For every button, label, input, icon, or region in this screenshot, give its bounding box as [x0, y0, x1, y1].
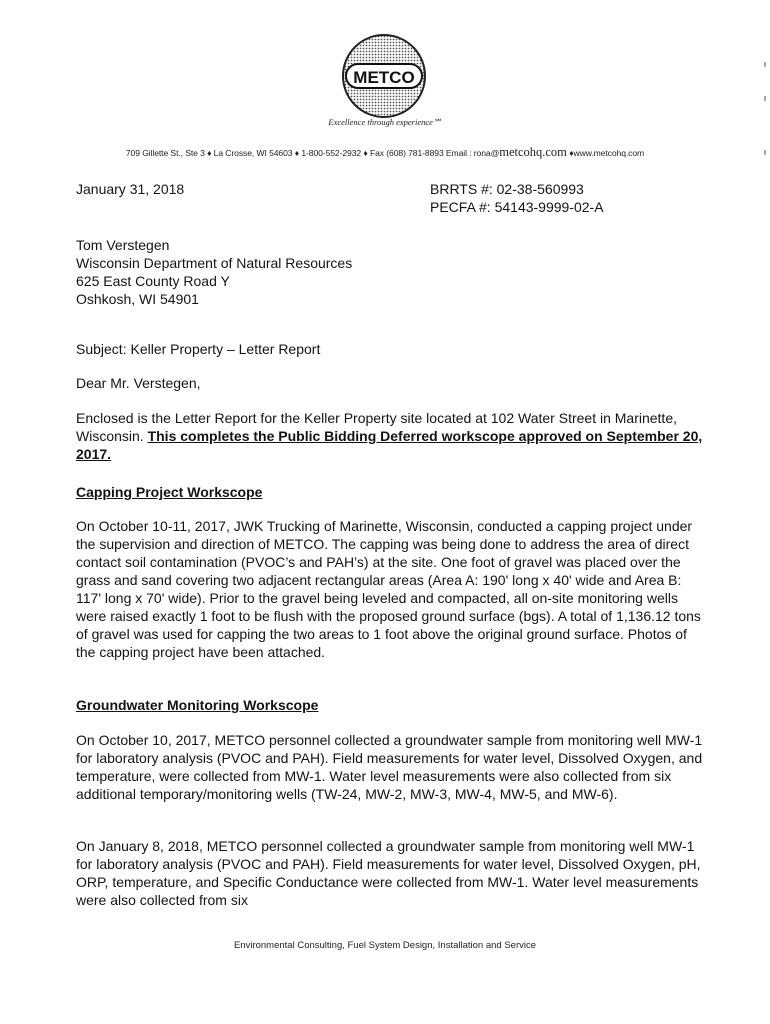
- groundwater-paragraph-1: On October 10, 2017, METCO personnel collected a groundwater sample from monitoring well MW-1 for laboratory analysis (PVOC and PAH). Field measurements for water level, Dissolved Oxygen, and temperature, were collected from MW-1. Water level measurements were also collected from six additional temporary/monitoring wells (TW-24, MW-2, MW-3, MW-4, MW-5, and MW-6).: [76, 732, 703, 802]
- intro-text: Enclosed is the Letter Report for the Keller Property site located at 102 Water Street in Marinette, Wisconsin.: [76, 410, 678, 444]
- recipient-block: [76, 236, 706, 308]
- subject-line: Subject: Keller Property – Letter Report: [76, 341, 321, 357]
- email-user: rona@: [473, 148, 500, 158]
- groundwater-paragraph-2: On January 8, 2018, METCO personnel collected a groundwater sample from monitoring well MW-1 for laboratory analysis (PVOC and PAH). Field measurements for water level, Dissolved Oxygen, pH, ORP, temperature, and Specific Conductance were collected from MW-1. Water level measurements were also collected from six: [76, 838, 701, 908]
- capping-paragraph: On October 10-11, 2017, JWK Trucking of Marinette, Wisconsin, conducted a capping project under the supervision and direction of METCO. The capping was being done to address the area of direct contact soil contamination (PVOC’s and PAH’s) at the site. One foot of gravel was placed over the grass and sand covering two adjacent rectangular areas (Area A: 190' long x 40' wide and Area B: 117' long x 70' wide). Prior to the gravel being leveled and compacted, all on-site monitoring wells were raised exactly 1 foot to be flush with the proposed ground surface (bgs). A total of 1,136.12 tons of gravel was used for capping the two areas to 1 foot above the original ground surface. Photos of the capping project have been attached.: [76, 518, 701, 660]
- salutation: Dear Mr. Verstegen,: [76, 375, 201, 391]
- reference-numbers: [430, 180, 604, 216]
- website-text: ♦www.metcohq.com: [566, 148, 645, 158]
- email-domain: metcohq.com: [499, 145, 567, 159]
- intro-bold-text: This completes the Public Bidding Deferred workscope approved on September 20, 2017.: [76, 428, 703, 462]
- recipient-name: Tom Verstegen: [76, 237, 170, 253]
- brrts-number: BRRTS #: 02-38-560993: [430, 181, 584, 197]
- recipient-org: Wisconsin Department of Natural Resources: [76, 255, 353, 271]
- address-text: 709 Gillette St., Ste 3 ♦ La Crosse, WI 54603 ♦ 1-800-552-2932 ♦ Fax (608) 781-8893 Email :: [125, 148, 474, 158]
- edge-mark: [764, 96, 766, 101]
- recipient-street: 625 East County Road Y: [76, 273, 230, 289]
- groundwater-heading: Groundwater Monitoring Workscope: [76, 697, 319, 713]
- logo-text: METCO: [353, 68, 415, 87]
- letter-date: January 31, 2018: [76, 181, 185, 197]
- page-footer: Environmental Consulting, Fuel System Design, Installation and Service: [233, 940, 537, 951]
- edge-mark: [764, 62, 766, 67]
- tagline: Excellence through experience℠: [328, 117, 442, 127]
- letterhead-address: [0, 145, 770, 160]
- capping-heading: Capping Project Workscope: [76, 484, 263, 500]
- pecfa-number: PECFA #: 54143-9999-02-A: [430, 199, 604, 215]
- intro-paragraph: [76, 409, 706, 463]
- metco-logo: [338, 32, 430, 124]
- recipient-city: Oshkosh, WI 54901: [76, 291, 199, 307]
- edge-mark: [764, 150, 766, 155]
